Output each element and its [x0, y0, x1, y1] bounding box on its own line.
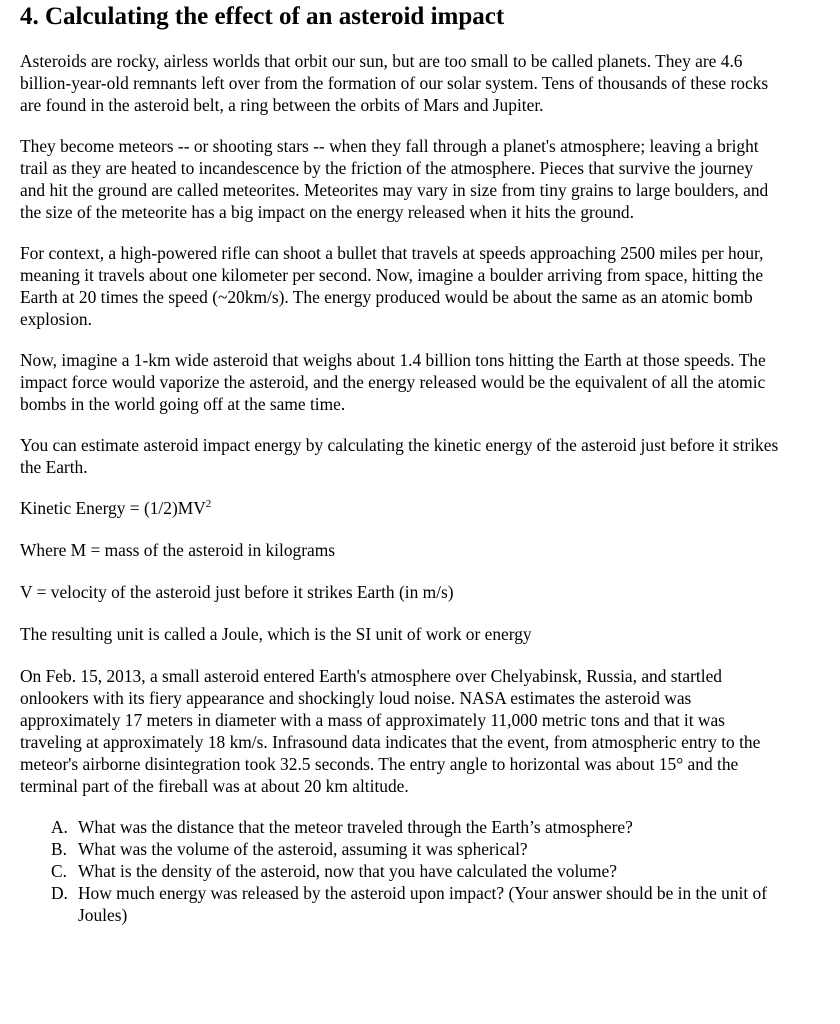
- definition-joule: The resulting unit is called a Joule, which is the SI unit of work or energy: [20, 624, 532, 644]
- question-text: What was the distance that the meteor traveled through the Earth’s atmosphere?: [78, 817, 633, 837]
- question-list: [20, 816, 811, 926]
- paragraph-asteroids-intro: Asteroids are rocky, airless worlds that orbit our sun, but are too small to be called planets. They are 4.6 billion-year-old remnants left over from the formation of our solar system. Tens of thousands of these rocks are found in the asteroid belt, a ring between the orbits of Mars and Jupiter.: [20, 51, 769, 115]
- page-title: 4. Calculating the effect of an asteroid impact: [20, 3, 505, 30]
- question-item-c: [51, 860, 811, 882]
- question-item-b: [51, 838, 811, 860]
- paragraph-1km-asteroid: Now, imagine a 1-km wide asteroid that weighs about 1.4 billion tons hitting the Earth at those speeds. The impact force would vaporize the asteroid, and the energy released would be the equivalent of all the atomic bombs in the world going off at the same time.: [20, 350, 766, 414]
- definition-mass: Where M = mass of the asteroid in kilograms: [20, 540, 336, 560]
- paragraph-chelyabinsk: On Feb. 15, 2013, a small asteroid entered Earth's atmosphere over Chelyabinsk, Russia, and startled onlookers with its fiery appearance and shockingly loud noise. NASA estimates the asteroid was approximately 17 meters in diameter with a mass of approximately 11,000 metric tons and that it was traveling at approximately 18 km/s. Infrasound data indicates that the event, from atmospheric entry to the meteor's airborne disintegration took 32.5 seconds. The entry angle to horizontal was about 15° and the terminal part of the fireball was at about 20 km altitude.: [20, 666, 761, 796]
- question-letter: C.: [51, 861, 67, 881]
- question-text: How much energy was released by the asteroid upon impact? (Your answer should be in the unit of Joules): [78, 883, 768, 925]
- definition-velocity: V = velocity of the asteroid just before it strikes Earth (in m/s): [20, 582, 454, 602]
- paragraph-estimate-energy: You can estimate asteroid impact energy by calculating the kinetic energy of the asteroid just before it strikes the Earth.: [20, 435, 779, 477]
- question-item-d: [51, 882, 811, 926]
- question-text: What was the volume of the asteroid, assuming it was spherical?: [78, 839, 528, 859]
- paragraph-meteors: They become meteors -- or shooting stars -- when they fall through a planet's atmosphere; leaving a bright trail as they are heated to incandescence by the friction of the atmosphere. Pieces that survive the journey and hit the ground are called meteorites. Meteorites may vary in size from tiny grains to large boulders, and the size of the meteorite has a big impact on the energy released when it hits the ground.: [20, 136, 769, 222]
- question-letter: B.: [51, 839, 67, 859]
- question-item-a: [51, 816, 811, 838]
- question-letter: D.: [51, 883, 68, 903]
- question-letter: A.: [51, 817, 68, 837]
- kinetic-energy-formula: [20, 497, 780, 519]
- paragraph-rifle-context: For context, a high-powered rifle can shoot a bullet that travels at speeds approaching 2500 miles per hour, meaning it travels about one kilometer per second. Now, imagine a boulder arriving from space, hitting the Earth at 20 times the speed (~20km/s). The energy produced would be about the same as an atomic bomb explosion.: [20, 243, 764, 329]
- question-text: What is the density of the asteroid, now that you have calculated the volume?: [78, 861, 617, 881]
- formula-text: Kinetic Energy = (1/2)MV: [20, 498, 206, 518]
- formula-superscript: 2: [205, 498, 212, 511]
